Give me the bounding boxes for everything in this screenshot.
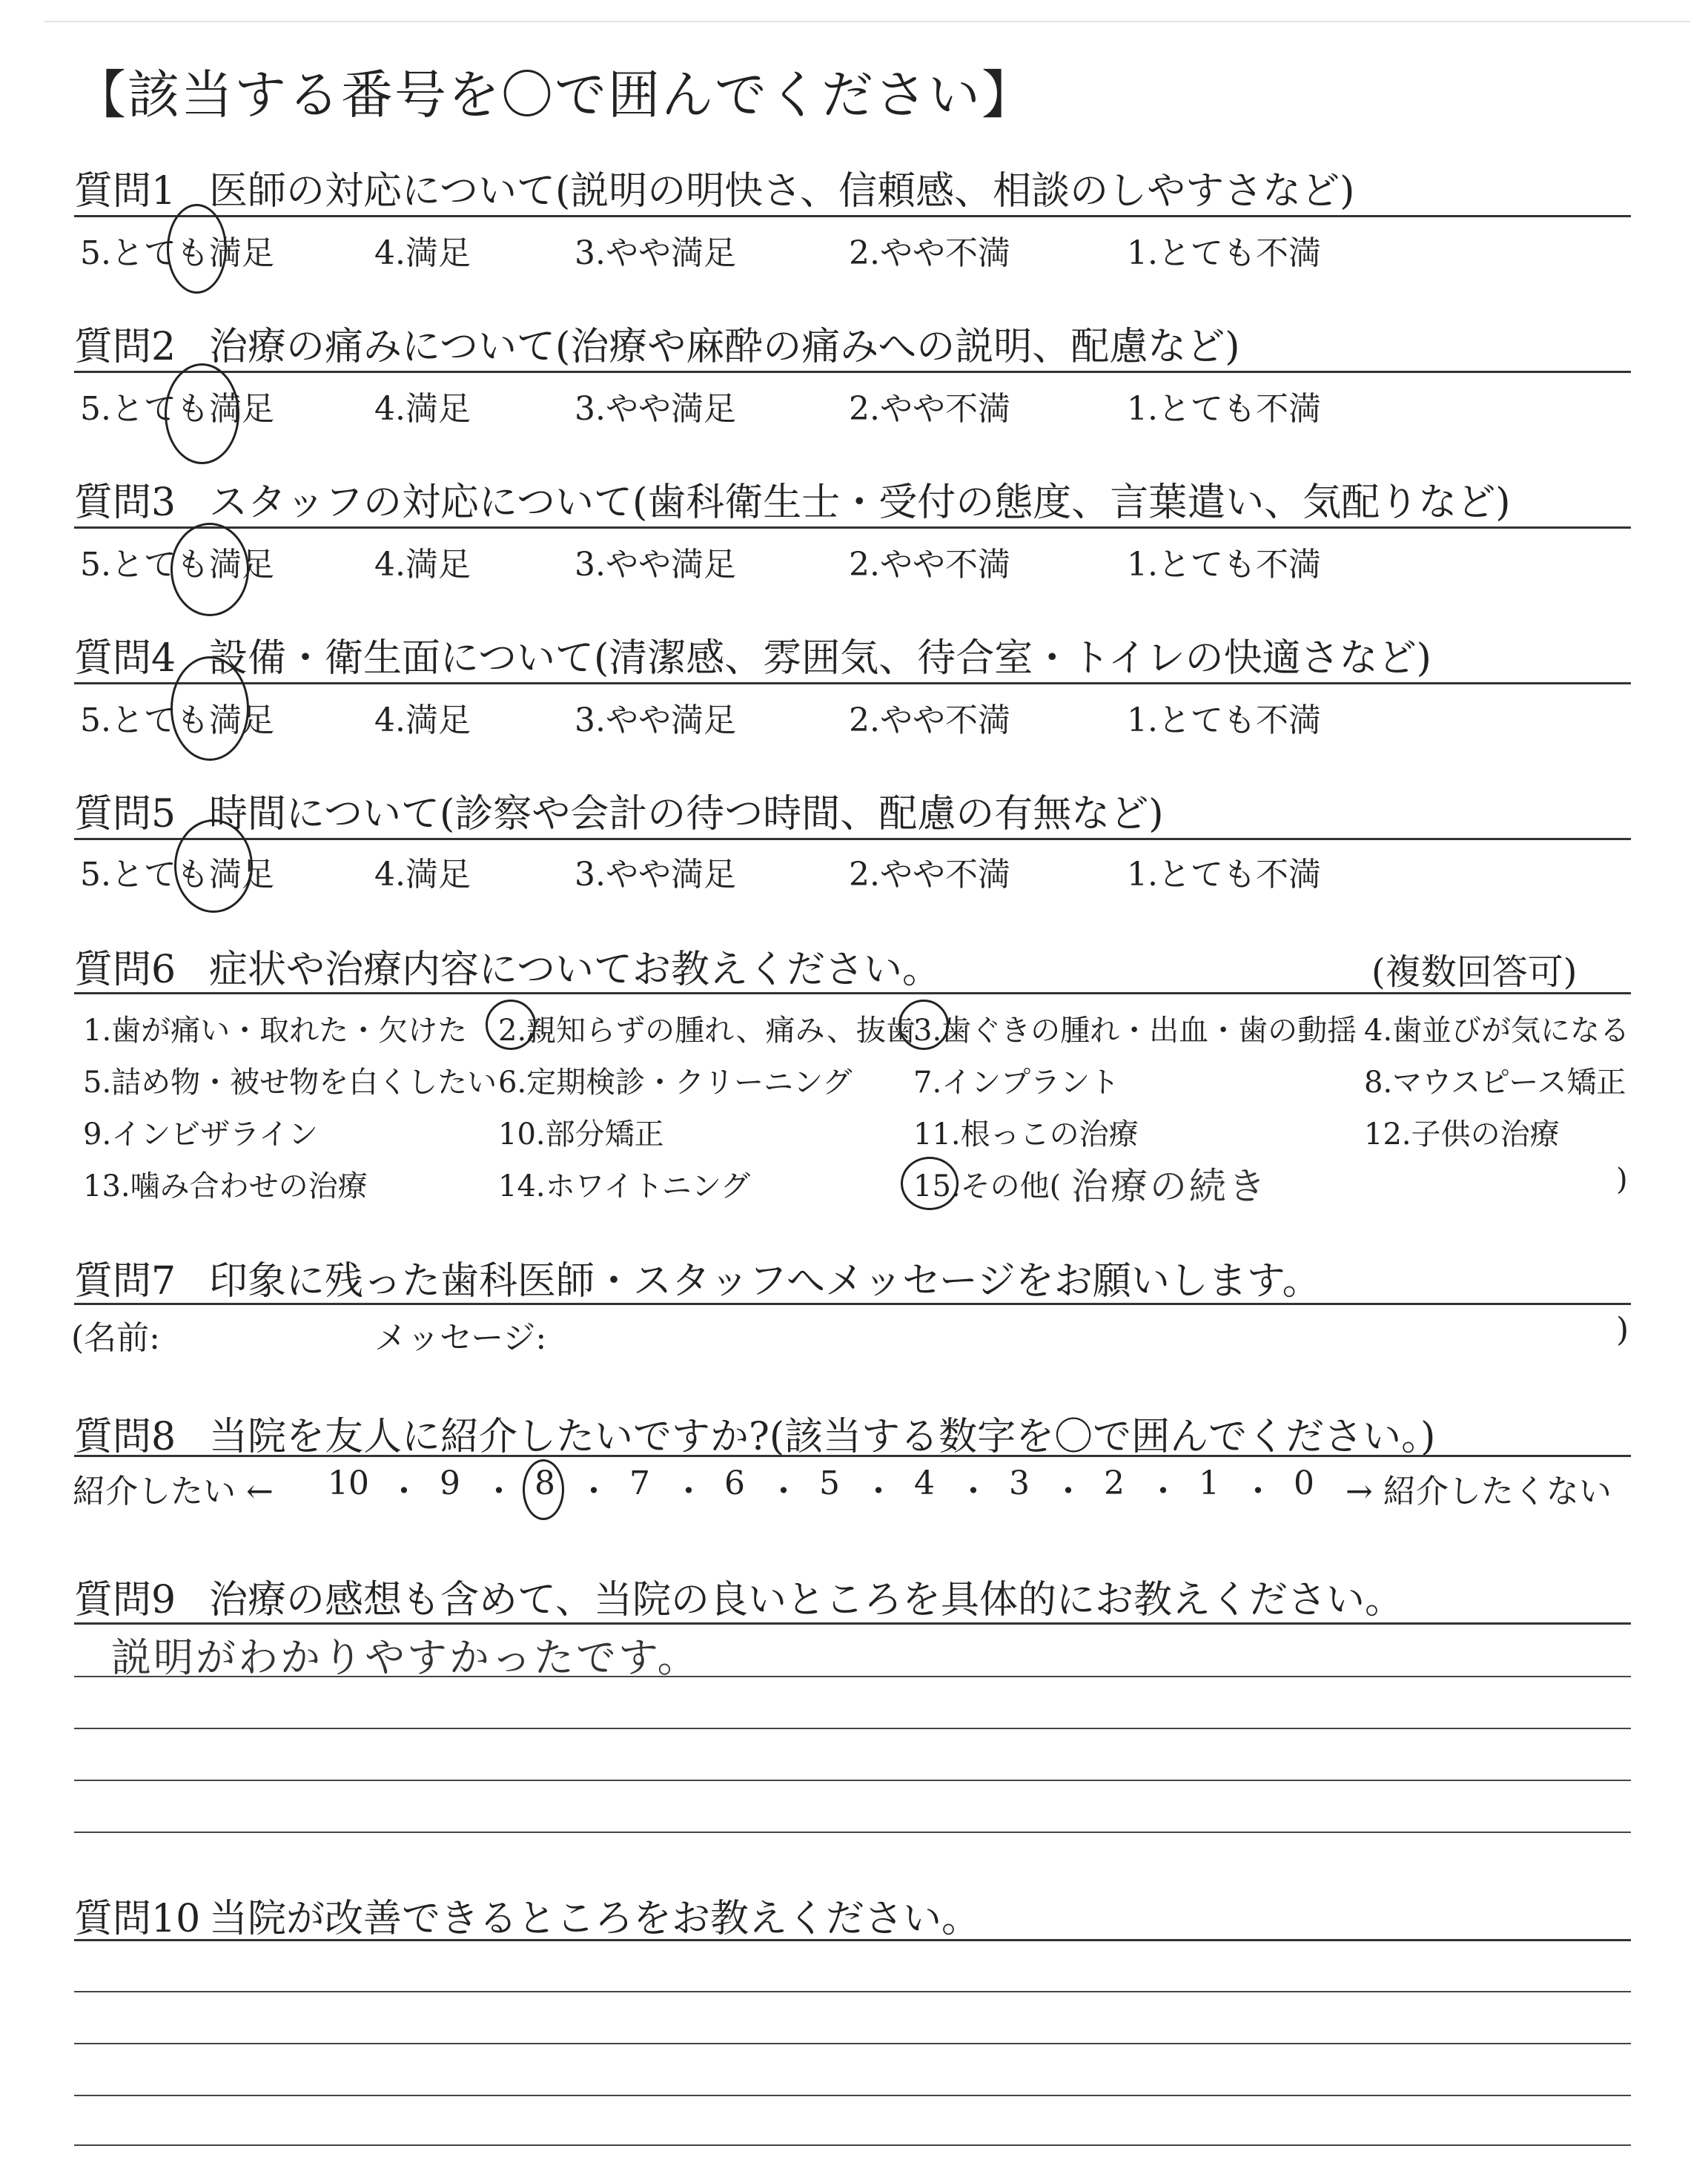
answer-line xyxy=(74,1832,1631,1833)
option-3[interactable]: 3.やや満足 xyxy=(575,234,736,272)
option-3[interactable]: 3.やや満足 xyxy=(575,546,736,584)
question-number: 質問6 xyxy=(74,948,176,992)
scale-separator: ・ xyxy=(483,1473,515,1510)
scale-2[interactable]: 2 xyxy=(1104,1464,1125,1502)
option-5[interactable]: 5.とても満足 xyxy=(80,234,274,272)
option-2[interactable]: 2.やや不満 xyxy=(849,390,1010,428)
name-label: (名前: xyxy=(71,1319,160,1357)
scale-6[interactable]: 6 xyxy=(724,1464,745,1502)
symptom-item-15[interactable]: 15.その他( xyxy=(913,1169,1062,1203)
question-4-heading xyxy=(74,627,1431,682)
scale-separator: ・ xyxy=(577,1473,610,1510)
question-text: 当院が改善できるところをお教えください。 xyxy=(209,1897,981,1941)
scale-separator: ・ xyxy=(1052,1473,1085,1510)
question-rule xyxy=(74,371,1631,373)
option-5[interactable]: 5.とても満足 xyxy=(80,701,274,739)
top-border xyxy=(44,21,1690,22)
scale-8[interactable]: 8 xyxy=(534,1464,555,1502)
option-4[interactable]: 4.満足 xyxy=(374,856,471,894)
question-9-heading xyxy=(74,1568,1403,1624)
symptom-item-7[interactable]: 7.インプラント xyxy=(913,1066,1120,1100)
question-rule xyxy=(74,1939,1631,1941)
answer-line xyxy=(74,1676,1631,1677)
selection-circle xyxy=(486,1000,536,1050)
selection-circle xyxy=(898,1000,949,1050)
symptom-item-14[interactable]: 14.ホワイトニング xyxy=(498,1169,751,1203)
selection-circle xyxy=(901,1157,959,1210)
question-7-heading xyxy=(74,1249,1321,1305)
answer-line xyxy=(74,2095,1631,2096)
selection-circle xyxy=(174,819,253,913)
option-4[interactable]: 4.満足 xyxy=(374,390,471,428)
page-header: 【該当する番号を〇で囲んでください】 xyxy=(74,65,1035,125)
question-rule xyxy=(74,838,1631,840)
question-rule xyxy=(74,1622,1631,1625)
question-2-heading xyxy=(74,315,1240,371)
option-3[interactable]: 3.やや満足 xyxy=(575,701,736,739)
scale-3[interactable]: 3 xyxy=(1009,1464,1030,1502)
question-text: スタッフの対応について(歯科衛生士・受付の態度、言葉遣い、気配りなど) xyxy=(209,480,1511,525)
question-rule xyxy=(74,1455,1631,1457)
option-1[interactable]: 1.とても不満 xyxy=(1127,546,1321,584)
question-8-heading xyxy=(74,1405,1435,1461)
symptom-item-5[interactable]: 5.詰め物・被せ物を白くしたい xyxy=(83,1066,497,1100)
option-5[interactable]: 5.とても満足 xyxy=(80,546,274,584)
question-6-heading xyxy=(74,938,941,994)
option-3[interactable]: 3.やや満足 xyxy=(575,390,736,428)
scale-separator: ・ xyxy=(672,1473,705,1510)
option-2[interactable]: 2.やや不満 xyxy=(849,546,1010,584)
answer-line xyxy=(74,2144,1631,2146)
question-text: 時間について(診察や会計の待つ時間、配慮の有無など) xyxy=(209,792,1164,836)
question-number: 質問7 xyxy=(74,1259,176,1304)
selection-circle xyxy=(171,523,249,616)
scale-separator: ・ xyxy=(388,1473,420,1510)
selection-circle xyxy=(171,656,249,761)
scale-7[interactable]: 7 xyxy=(629,1464,650,1502)
selection-circle xyxy=(167,204,227,294)
question-rule xyxy=(74,682,1631,684)
symptom-item-4[interactable]: 4.歯並びが気になる xyxy=(1364,1014,1630,1048)
scale-10[interactable]: 10 xyxy=(328,1464,369,1502)
option-5[interactable]: 5.とても満足 xyxy=(80,390,274,428)
recommend-left-label: 紹介したい ← xyxy=(73,1473,274,1510)
scale-4[interactable]: 4 xyxy=(914,1464,935,1502)
symptom-item-11[interactable]: 11.根っこの治療 xyxy=(913,1117,1139,1152)
option-4[interactable]: 4.満足 xyxy=(374,234,471,272)
answer-line xyxy=(74,1728,1631,1729)
option-2[interactable]: 2.やや不満 xyxy=(849,856,1010,894)
symptom-item-3[interactable]: 3.歯ぐきの腫れ・出血・歯の動揺 xyxy=(913,1014,1357,1048)
question-number: 質問1 xyxy=(74,169,176,214)
selection-circle xyxy=(523,1459,564,1520)
answer-line xyxy=(74,1780,1631,1781)
scale-9[interactable]: 9 xyxy=(440,1464,460,1502)
symptom-item-13[interactable]: 13.噛み合わせの治療 xyxy=(83,1169,368,1203)
other-answer-handwriting: 治療の続き xyxy=(1071,1165,1268,1208)
message-label: メッセージ: xyxy=(374,1319,547,1357)
selection-circle xyxy=(165,363,239,464)
option-4[interactable]: 4.満足 xyxy=(374,546,471,584)
option-5[interactable]: 5.とても満足 xyxy=(80,856,274,894)
question-3-heading xyxy=(74,471,1511,526)
option-1[interactable]: 1.とても不満 xyxy=(1127,390,1321,428)
answer-line xyxy=(74,1991,1631,1992)
option-2[interactable]: 2.やや不満 xyxy=(849,701,1010,739)
option-3[interactable]: 3.やや満足 xyxy=(575,856,736,894)
question-number: 質問3 xyxy=(74,480,176,525)
symptom-item-6[interactable]: 6.定期検診・クリーニング xyxy=(498,1066,853,1100)
symptom-item-10[interactable]: 10.部分矯正 xyxy=(498,1117,664,1152)
symptom-item-12[interactable]: 12.子供の治療 xyxy=(1364,1117,1560,1152)
symptom-item-9[interactable]: 9.インビザライン xyxy=(83,1117,318,1152)
question-text: 医師の対応について(説明の明快さ、信頼感、相談のしやすさなど) xyxy=(209,169,1355,214)
q9-handwritten-answer: 説明がわかりやすかったです。 xyxy=(111,1634,700,1681)
symptom-item-8[interactable]: 8.マウスピース矯正 xyxy=(1364,1066,1626,1100)
question-text: 設備・衛生面について(清潔感、雰囲気、待合室・トイレの快適さなど) xyxy=(209,636,1431,681)
question-text: 治療の感想も含めて、当院の良いところを具体的にお教えください。 xyxy=(209,1578,1403,1622)
question-rule xyxy=(74,215,1631,217)
answer-line xyxy=(74,2043,1631,2044)
question-number: 質問8 xyxy=(74,1415,176,1459)
question-rule xyxy=(74,1303,1631,1305)
question-number: 質問4 xyxy=(74,636,176,681)
question-number: 質問10 xyxy=(74,1897,201,1941)
question-number: 質問2 xyxy=(74,325,176,369)
question-text: 印象に残った歯科医師・スタッフへメッセージをお願いします。 xyxy=(209,1259,1321,1304)
question-10-heading xyxy=(74,1887,980,1943)
symptom-item-2[interactable]: 2.親知らずの腫れ、痛み、抜歯 xyxy=(498,1014,916,1048)
scale-separator: ・ xyxy=(862,1473,895,1510)
scale-separator: ・ xyxy=(1242,1473,1274,1510)
scale-separator: ・ xyxy=(767,1473,800,1510)
question-text: 症状や治療内容についてお教えください。 xyxy=(209,948,941,992)
multiple-answers-note: (複数回答可) xyxy=(1371,951,1578,993)
scale-0[interactable]: 0 xyxy=(1294,1464,1314,1502)
scale-separator: ・ xyxy=(1147,1473,1179,1510)
option-1[interactable]: 1.とても不満 xyxy=(1127,234,1321,272)
option-1[interactable]: 1.とても不満 xyxy=(1127,856,1321,894)
question-rule xyxy=(74,992,1631,994)
question-text: 治療の痛みについて(治療や麻酔の痛みへの説明、配慮など) xyxy=(209,325,1240,369)
symptom-item-1[interactable]: 1.歯が痛い・取れた・欠けた xyxy=(83,1014,468,1048)
option-4[interactable]: 4.満足 xyxy=(374,701,471,739)
scale-1[interactable]: 1 xyxy=(1199,1464,1219,1502)
option-2[interactable]: 2.やや不満 xyxy=(849,234,1010,272)
scale-separator: ・ xyxy=(957,1473,990,1510)
option-1[interactable]: 1.とても不満 xyxy=(1127,701,1321,739)
other-close-paren: ) xyxy=(1616,1163,1628,1197)
scale-5[interactable]: 5 xyxy=(819,1464,840,1502)
recommend-right-label: → 紹介したくない xyxy=(1345,1473,1612,1510)
question-number: 質問5 xyxy=(74,792,176,836)
question-1-heading xyxy=(74,159,1354,215)
question-text: 当院を友人に紹介したいですか?(該当する数字を〇で囲んでください。) xyxy=(209,1415,1436,1459)
question-rule xyxy=(74,526,1631,529)
question-number: 質問9 xyxy=(74,1578,176,1622)
message-close-paren: ) xyxy=(1616,1311,1629,1349)
